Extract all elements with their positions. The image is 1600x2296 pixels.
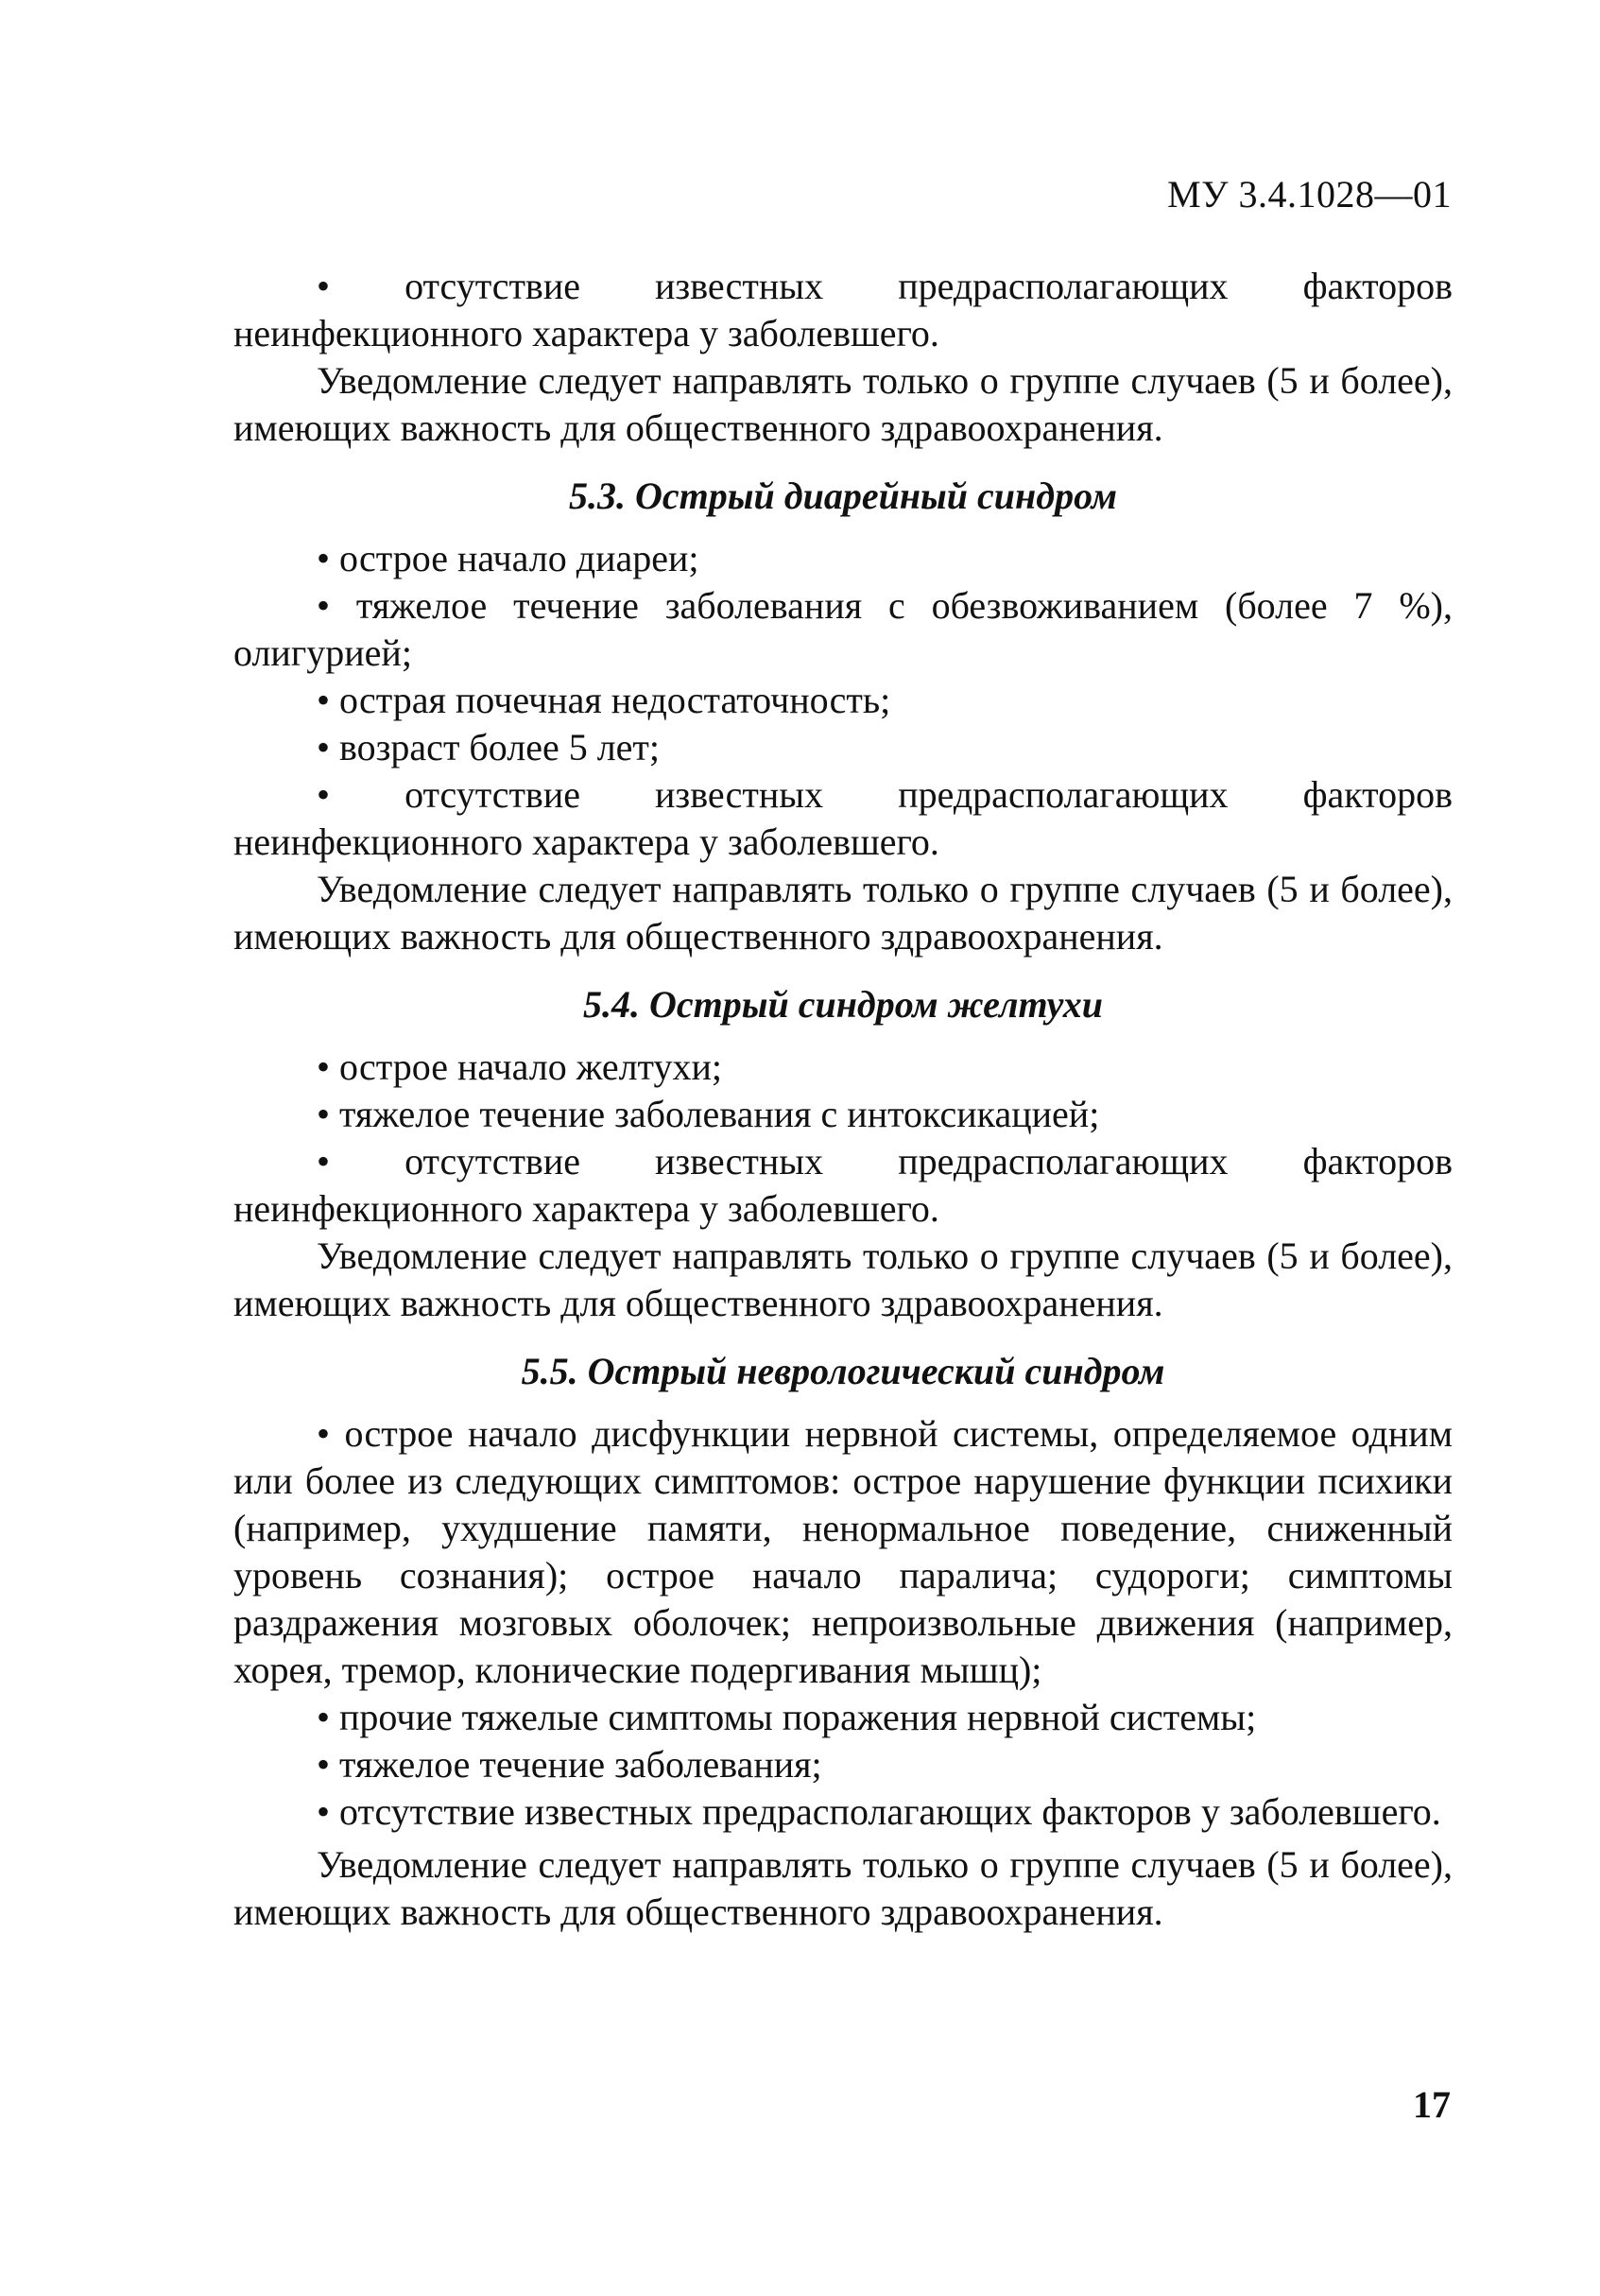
section-heading: 5.4. Острый синдром желтухи <box>582 983 1104 1026</box>
bullet-item: • отсутствие известных предрасполагающих факторов неинфекционного характера у заболевшего. <box>233 1138 1453 1233</box>
bullet-item: • острое начало желтухи; <box>233 1044 1453 1091</box>
document-body <box>233 263 1453 1936</box>
notification-paragraph: Уведомление следует направлять только о группе случаев (5 и более), имеющих важность для общественного здравоохранения. <box>233 1843 1453 1933</box>
bullet-item: • острая почечная недостаточность; <box>233 677 1453 724</box>
bullet-item: • тяжелое течение заболевания; <box>233 1741 1453 1788</box>
bullet-item: • тяжелое течение заболевания с обезвоживанием (более 7 %), олигурией; <box>233 582 1453 677</box>
notification-paragraph: Уведомление следует направлять только о группе случаев (5 и более), имеющих важность для общественного здравоохранения. <box>233 1234 1453 1324</box>
notification-paragraph: Уведомление следует направлять только о группе случаев (5 и более), имеющих важность для общественного здравоохранения. <box>233 868 1453 958</box>
bullet-item: • возраст более 5 лет; <box>233 724 1453 771</box>
bullet-item: • отсутствие известных предрасполагающих факторов у заболевшего. <box>233 1788 1453 1836</box>
bullet-item: • острое начало дисфункции нервной системы, определяемое одним или более из следующих симптомов: острое нарушение функции психики (например, ухудшение памяти, ненормальное поведение, сниженный уровень сознания); острое начало паралича; судороги; симптомы раздражения мозговых оболочек; непроизвольные движения (например, хорея, тремор, клонические подергивания мышц); <box>233 1410 1453 1694</box>
notification-paragraph: Уведомление следует направлять только о группе случаев (5 и более), имеющих важность для общественного здравоохранения. <box>233 359 1453 449</box>
bullet-item: • тяжелое течение заболевания с интоксикацией; <box>233 1091 1453 1138</box>
bullet-item: • отсутствие известных предрасполагающих факторов неинфекционного характера у заболевшего. <box>233 263 1453 357</box>
document-code: МУ 3.4.1028—01 <box>1167 173 1452 216</box>
section-heading: 5.3. Острый диарейный синдром <box>569 475 1117 517</box>
section-5-4 <box>233 981 1453 1327</box>
bullet-item: • острое начало диареи; <box>233 535 1453 582</box>
section-continuation <box>233 263 1453 452</box>
page-number: 17 <box>1413 2083 1451 2126</box>
section-5-3 <box>233 473 1453 960</box>
section-5-5 <box>233 1348 1453 1936</box>
bullet-item: • отсутствие известных предрасполагающих факторов неинфекционного характера у заболевшего. <box>233 771 1453 866</box>
bullet-item: • прочие тяжелые симптомы поражения нервной системы; <box>233 1694 1453 1741</box>
section-heading: 5.5. Острый неврологический синдром <box>521 1350 1165 1392</box>
